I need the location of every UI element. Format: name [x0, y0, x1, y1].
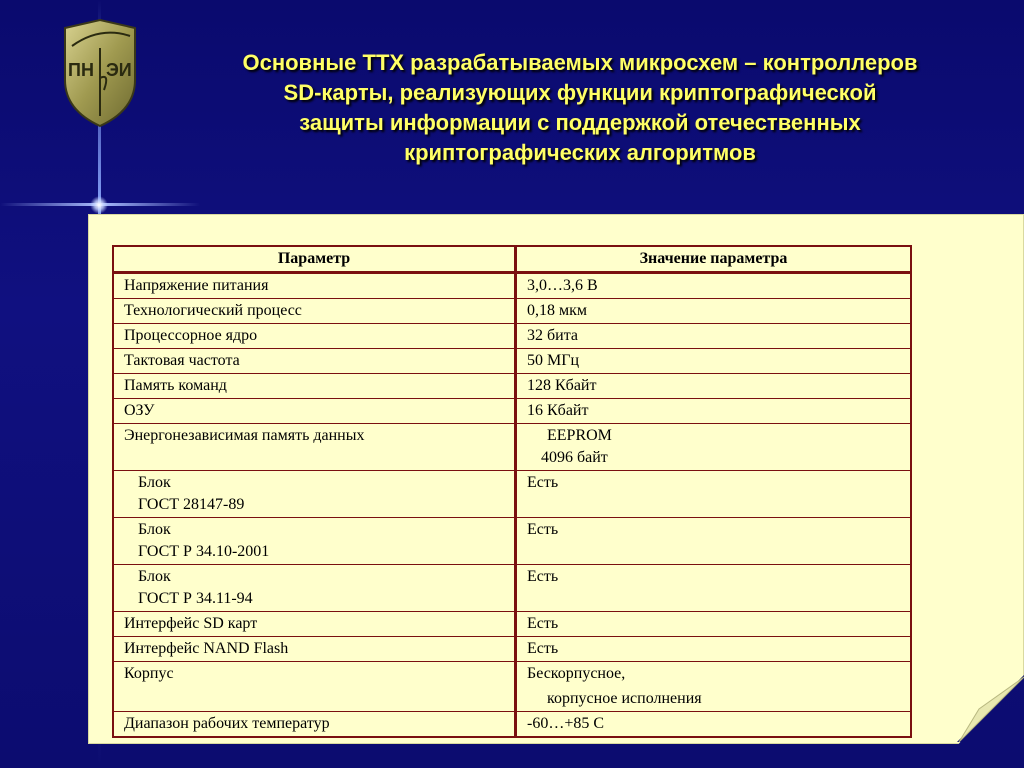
- param-text: Память команд: [124, 377, 227, 394]
- param-text: Технологический процесс: [124, 302, 302, 319]
- value-cell: [516, 299, 912, 324]
- param-text: Блок: [138, 568, 171, 585]
- value-text: -60…+85 С: [527, 715, 605, 732]
- value-text: корпусное исполнения: [547, 690, 702, 707]
- param-text: Корпус: [124, 665, 174, 682]
- value-cell: [516, 399, 912, 424]
- value-cell: [516, 712, 912, 738]
- value-text: Есть: [527, 474, 559, 491]
- param-cell: [113, 399, 516, 424]
- value-text: 50 МГц: [527, 352, 580, 369]
- table-row: [113, 273, 911, 299]
- param-text: Процессорное ядро: [124, 327, 258, 344]
- table-row: [113, 518, 911, 565]
- param-text: Интерфейс NAND Flash: [124, 640, 289, 657]
- param-text: Блок: [138, 521, 171, 538]
- value-text: Есть: [527, 568, 559, 585]
- table-row: [113, 374, 911, 399]
- param-text: ОЗУ: [124, 402, 155, 419]
- value-text: Бескорпусное,: [527, 665, 626, 682]
- title-line-1: Основные ТТХ разрабатываемых микросхем – контроллеров: [242, 50, 918, 75]
- table-row: [113, 612, 911, 637]
- organization-logo: [60, 18, 140, 128]
- param-cell: [113, 471, 516, 518]
- value-cell: [516, 662, 912, 712]
- param-cell: [113, 712, 516, 738]
- param-text: ГОСТ Р 34.11-94: [138, 590, 253, 607]
- value-cell: [516, 637, 912, 662]
- param-cell: [113, 518, 516, 565]
- value-cell: [516, 273, 912, 299]
- value-text: 4096 байт: [541, 449, 608, 466]
- value-text: 0,18 мкм: [527, 302, 588, 319]
- value-text: 3,0…3,6 В: [527, 277, 598, 294]
- value-cell: [516, 612, 912, 637]
- specs-table: [112, 245, 912, 738]
- header-value: Значение параметра: [516, 246, 912, 273]
- value-cell: [516, 518, 912, 565]
- page-title: [160, 48, 1000, 168]
- value-cell: [516, 349, 912, 374]
- param-cell: [113, 424, 516, 471]
- param-text: Энергонезависимая память данных: [124, 427, 365, 444]
- table-row: [113, 712, 911, 738]
- value-cell: [516, 424, 912, 471]
- param-text: Тактовая частота: [124, 352, 240, 369]
- table-row: [113, 324, 911, 349]
- decorative-sparkle: [90, 196, 108, 214]
- title-line-2: SD-карты, реализующих функции криптографической: [283, 80, 877, 105]
- param-text: ГОСТ 28147-89: [138, 496, 245, 513]
- value-text: 16 Кбайт: [527, 402, 589, 419]
- param-text: Интерфейс SD карт: [124, 615, 258, 632]
- table-row: [113, 299, 911, 324]
- page-curl: [957, 675, 1024, 742]
- table-header-row: [113, 246, 911, 273]
- param-cell: [113, 374, 516, 399]
- logo-text-right: ЭИ: [106, 60, 132, 80]
- param-text: Диапазон рабочих температур: [124, 715, 330, 732]
- table-row: [113, 565, 911, 612]
- value-text: Есть: [527, 521, 559, 538]
- param-text: Блок: [138, 474, 171, 491]
- value-text: 128 Кбайт: [527, 377, 597, 394]
- table-row: [113, 399, 911, 424]
- title-line-4: криптографических алгоритмов: [404, 140, 756, 165]
- header-parameter: Параметр: [113, 246, 516, 273]
- param-cell: [113, 565, 516, 612]
- title-line-3: защиты информации с поддержкой отечественных: [299, 110, 861, 135]
- value-text: EEPROM: [547, 427, 612, 444]
- value-cell: [516, 565, 912, 612]
- table-row: [113, 424, 911, 471]
- param-cell: [113, 299, 516, 324]
- param-text: Напряжение питания: [124, 277, 269, 294]
- value-cell: [516, 324, 912, 349]
- table-row: [113, 471, 911, 518]
- value-text: 32 бита: [527, 327, 578, 344]
- table-row: [113, 662, 911, 712]
- value-cell: [516, 374, 912, 399]
- value-text: Есть: [527, 615, 559, 632]
- logo-text-left: ПН: [68, 60, 94, 80]
- param-cell: [113, 637, 516, 662]
- param-cell: [113, 324, 516, 349]
- param-cell: [113, 273, 516, 299]
- table-row: [113, 637, 911, 662]
- table-row: [113, 349, 911, 374]
- value-text: Есть: [527, 640, 559, 657]
- param-text: ГОСТ Р 34.10-2001: [138, 543, 270, 560]
- param-cell: [113, 349, 516, 374]
- value-cell: [516, 471, 912, 518]
- param-cell: [113, 612, 516, 637]
- param-cell: [113, 662, 516, 712]
